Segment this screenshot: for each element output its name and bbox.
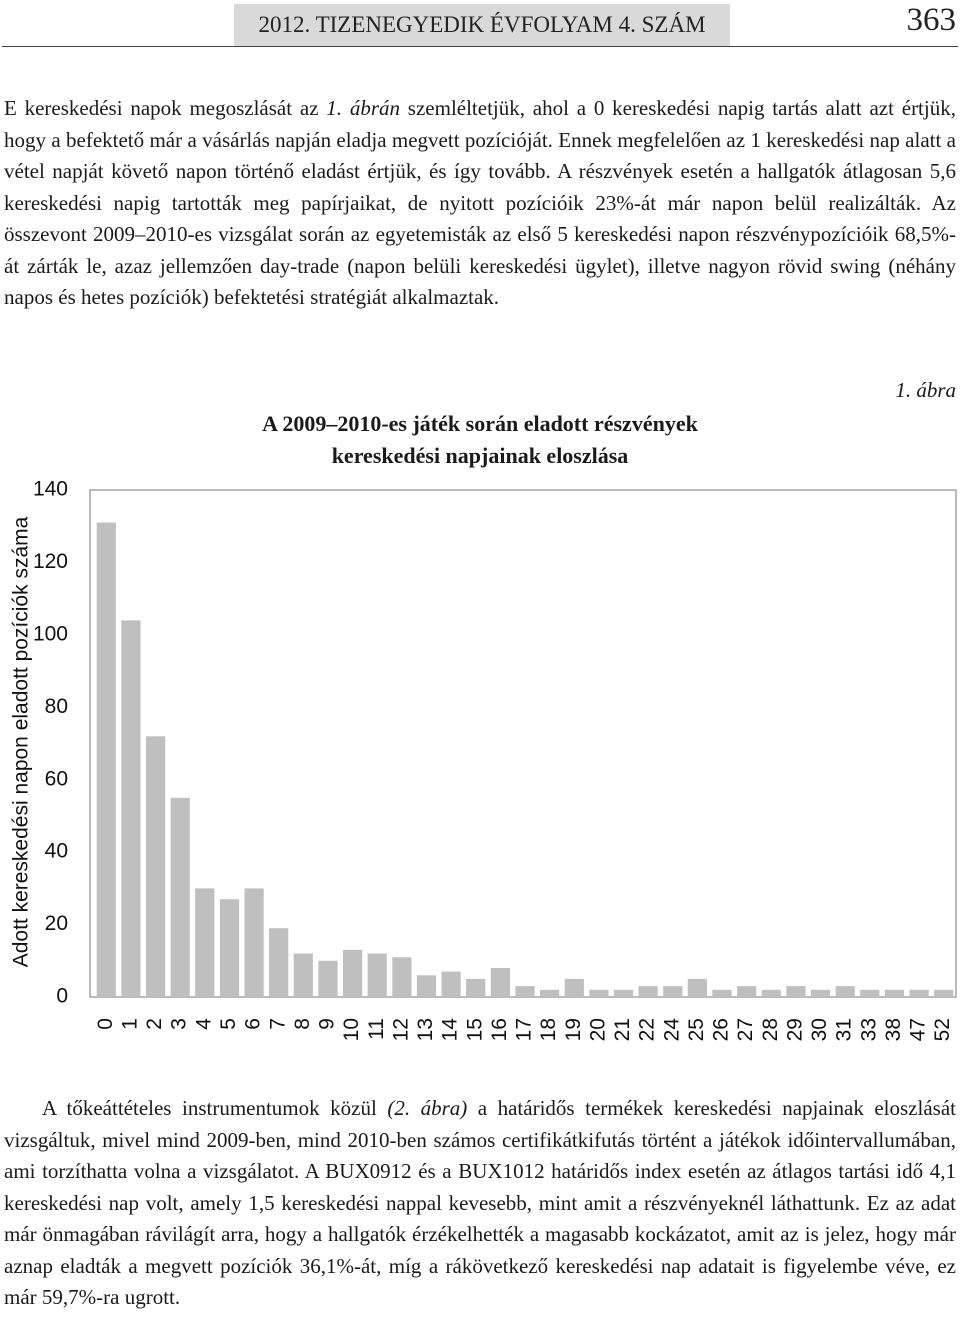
x-tick-label: 2 xyxy=(143,1018,167,1030)
x-tick-label: 14 xyxy=(438,1018,462,1042)
x-tick-label: 9 xyxy=(315,1018,339,1030)
bar-6 xyxy=(245,888,264,997)
y-tick-label: 20 xyxy=(44,912,68,936)
figure-reference-2: (2. ábra) xyxy=(387,1096,468,1120)
x-tick-label: 25 xyxy=(684,1018,708,1042)
bar-29 xyxy=(786,986,805,997)
paragraph-2-text-b: a határidős termékek kereskedési napjainak eloszlását vizsgáltuk, mivel mind 2009-ben, mind 2010-ben számos certifikátkifutás történt a játékok időintervallumában, ami torzíthatta volna a vizsgálatot. A BUX0912 és a BUX1012 határidős index esetén az átlagos tartási idő 4,1 kereskedési nap volt, amely 1,5 kereskedési nappal kevesebb, mint amit a részvényeknél láthattunk. Ez az adat már önmagában rávilágít arra, hogy a hallgatók érzékelhették a magasabb kockázatot, amit az is jelez, hogy már aznap eladták a megvett pozíciók 36,1%-át, míg a rákövetkező kereskedési nap adatait is figyelembe véve, ez már 59,7%-ra ugrott. xyxy=(4,1096,956,1309)
y-tick-label: 120 xyxy=(32,549,68,573)
x-tick-label: 47 xyxy=(906,1018,930,1042)
bar-11 xyxy=(368,954,387,998)
bar-19 xyxy=(565,979,584,997)
x-tick-label: 29 xyxy=(783,1018,807,1042)
journal-issue-title: 2012. TIZENEGYEDIK ÉVFOLYAM 4. SZÁM xyxy=(258,12,706,37)
x-tick-label: 10 xyxy=(340,1018,364,1042)
bar-1 xyxy=(121,620,140,997)
y-tick-label: 100 xyxy=(32,622,68,646)
bar-20 xyxy=(589,990,608,997)
bar-27 xyxy=(737,986,756,997)
bar-22 xyxy=(639,986,658,997)
x-tick-label: 24 xyxy=(660,1018,684,1042)
x-tick-label: 7 xyxy=(266,1018,290,1030)
y-tick-label: 0 xyxy=(56,984,68,1008)
x-tick-label: 5 xyxy=(217,1018,241,1030)
figure-reference: 1. ábrán xyxy=(326,96,401,120)
bar-52 xyxy=(934,990,953,997)
bar-12 xyxy=(392,957,411,997)
x-tick-label: 19 xyxy=(561,1018,585,1042)
x-tick-label: 31 xyxy=(832,1018,856,1042)
x-tick-label: 6 xyxy=(241,1018,265,1030)
x-tick-label: 0 xyxy=(93,1018,117,1030)
bar-31 xyxy=(836,986,855,997)
chart-title xyxy=(180,408,780,472)
y-tick-label: 60 xyxy=(44,767,68,791)
x-tick-label: 20 xyxy=(586,1018,610,1042)
y-tick-label: 40 xyxy=(44,839,68,863)
x-tick-label: 26 xyxy=(709,1018,733,1042)
bar-chart xyxy=(0,470,960,1060)
y-axis-title: Adott kereskedési napon eladott pozíciók száma xyxy=(9,516,33,968)
bar-24 xyxy=(663,986,682,997)
x-tick-label: 13 xyxy=(414,1018,438,1042)
figure-label: 1. ábra xyxy=(895,378,956,402)
body-paragraph-1 xyxy=(4,93,956,314)
x-tick-label: 28 xyxy=(758,1018,782,1042)
bar-28 xyxy=(762,990,781,997)
x-tick-label: 18 xyxy=(537,1018,561,1042)
bar-0 xyxy=(97,523,116,997)
y-tick-label: 80 xyxy=(44,694,68,718)
bar-25 xyxy=(688,979,707,997)
chart-title-line-1: A 2009–2010-es játék során eladott részvények xyxy=(262,411,698,436)
bar-9 xyxy=(318,961,337,997)
paragraph-1-text-a: E kereskedési napok megoszlását az xyxy=(4,96,327,120)
x-tick-label: 21 xyxy=(611,1018,635,1042)
paragraph-2-text-a: A tőkeáttételes instrumentumok közül xyxy=(42,1096,388,1120)
x-tick-label: 3 xyxy=(167,1018,191,1030)
bar-4 xyxy=(195,888,214,997)
y-tick-label: 140 xyxy=(32,477,68,501)
x-tick-label: 11 xyxy=(364,1018,388,1040)
page-number: 363 xyxy=(906,2,956,38)
bar-38 xyxy=(885,990,904,997)
bar-17 xyxy=(515,986,534,997)
bar-8 xyxy=(294,954,313,998)
bar-2 xyxy=(146,736,165,997)
bar-18 xyxy=(540,990,559,997)
bar-5 xyxy=(220,899,239,997)
bar-16 xyxy=(491,968,510,997)
bar-47 xyxy=(910,990,929,997)
x-tick-label: 30 xyxy=(808,1018,832,1042)
x-tick-label: 12 xyxy=(389,1018,413,1042)
x-tick-label: 15 xyxy=(463,1018,487,1042)
bar-13 xyxy=(417,975,436,997)
x-tick-label: 52 xyxy=(931,1018,955,1042)
bar-30 xyxy=(811,990,830,997)
x-tick-label: 1 xyxy=(118,1018,142,1030)
bar-3 xyxy=(171,798,190,997)
x-tick-label: 16 xyxy=(487,1018,511,1042)
paragraph-1-text-b: szemléltetjük, ahol a 0 kereskedési napig tartás alatt azt értjük, hogy a befektető már a vásárlás napján eladja megvett pozícióját. Ennek megfelelően az 1 kereskedési nap alatt a vétel napját követő napon történő eladást értjük, és így tovább. A részvények esetén a hallgatók átlagosan 5,6 kereskedési napig tartották meg papírjaikat, de nyitott pozícióik 23%-át már napon belül realizálták. Az összevont 2009–2010-es vizsgálat során az egyetemisták az első 5 kereskedési napon részvénypozícióik 68,5%-át zárták le, azaz jellemzően day-trade (napon belüli kereskedési ügylet), illetve nagyon rövid swing (néhány napos és hetes pozíciók) befektetési stratégiát alkalmaztak. xyxy=(4,96,956,309)
x-tick-label: 27 xyxy=(734,1018,758,1042)
x-tick-label: 33 xyxy=(857,1018,881,1042)
chart-title-line-2: kereskedési napjainak eloszlása xyxy=(331,443,629,468)
bar-33 xyxy=(860,990,879,997)
body-paragraph-2 xyxy=(4,1093,956,1314)
x-tick-label: 17 xyxy=(512,1018,536,1042)
x-tick-label: 22 xyxy=(635,1018,659,1042)
x-tick-label: 38 xyxy=(881,1018,905,1042)
journal-header xyxy=(234,4,730,46)
bar-21 xyxy=(614,990,633,997)
bar-14 xyxy=(442,972,461,997)
bar-10 xyxy=(343,950,362,997)
header-rule xyxy=(2,46,958,47)
x-tick-label: 4 xyxy=(192,1018,216,1030)
x-tick-label: 8 xyxy=(290,1018,314,1030)
bar-15 xyxy=(466,979,485,997)
bar-7 xyxy=(269,928,288,997)
bar-26 xyxy=(712,990,731,997)
